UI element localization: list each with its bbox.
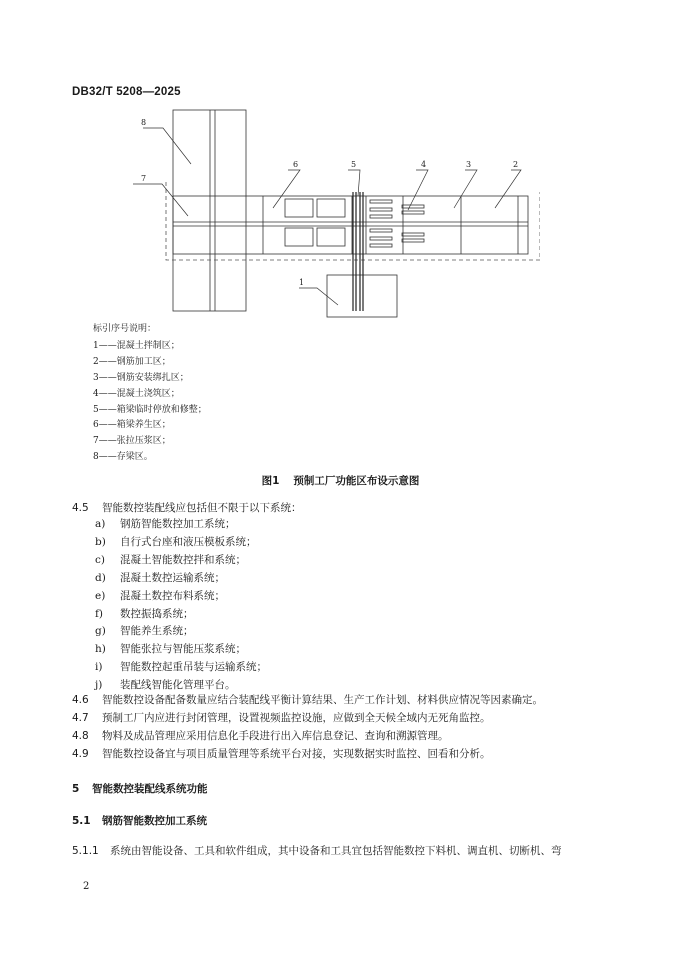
legend-item: 3——钢筋安装绑扎区； — [93, 372, 189, 383]
legend-item: 7——张拉压浆区； — [93, 436, 171, 447]
section-5-1-heading: 5.1 钢筋智能数控加工系统 — [72, 815, 207, 827]
callout-6: 6 — [293, 160, 299, 169]
clause-4-5 — [72, 500, 302, 515]
list-item: h) 智能张拉与智能压浆系统； — [95, 643, 246, 656]
production-line — [173, 196, 528, 254]
clause-5-1-1: 5.1.1 系统由智能设备、工具和软件组成，其中设备和工具宜包括智能数控下料机、调直机、切断机、弯 — [72, 845, 562, 857]
factory-layout-diagram — [120, 104, 540, 318]
legend-item: 4——混凝土浇筑区； — [93, 388, 180, 399]
section-5-heading: 5 智能数控装配线系统功能 — [72, 783, 208, 795]
mixing-zone — [327, 275, 397, 317]
caption-number: 图1 — [261, 475, 280, 487]
caption-text: 预制工厂功能区布设示意图 — [293, 475, 420, 487]
clause-4-6: 4.6 智能数控设备配备数量应结合装配线平衡计算结果、生产工作计划、材料供应情况等因素确定。 — [72, 694, 543, 706]
list-item: c) 混凝土智能数控拌和系统； — [95, 553, 246, 566]
standard-code: DB32/T 5208—2025 — [72, 86, 181, 98]
callout-4: 4 — [421, 160, 427, 169]
list-item: e) 混凝土数控布料系统； — [95, 589, 225, 602]
callout-2: 2 — [513, 160, 519, 169]
list-item: f) 数控振捣系统； — [95, 607, 194, 620]
legend-item: 5——箱梁临时停放和修整； — [93, 404, 207, 415]
systems-list — [95, 516, 267, 695]
legend-item: 8——存梁区。 — [93, 452, 153, 463]
clause-4-9: 4.9 智能数控设备宜与项目质量管理等系统平台对接，实现数据实时监控、回看和分析。 — [72, 748, 491, 760]
clause-4-7: 4.7 预制工厂内应进行封闭管理，设置视频监控设施，应做到全天候全域内无死角监控。 — [72, 712, 491, 724]
list-item: b) 自行式台座和液压模板系统； — [95, 535, 257, 548]
callout-3: 3 — [466, 160, 472, 169]
clause-4-8: 4.8 物料及成品管理应采用信息化手段进行出入库信息登记、查询和溯源管理。 — [72, 730, 449, 742]
legend-title: 标引序号说明： — [93, 324, 157, 334]
callout-7: 7 — [141, 174, 147, 183]
page-number: 2 — [83, 881, 90, 892]
list-item: i) 智能数控起重吊装与运输系统； — [95, 661, 267, 674]
list-item: d) 混凝土数控运输系统； — [95, 571, 225, 584]
figure-legend — [93, 322, 207, 466]
callout-5: 5 — [351, 160, 357, 169]
list-item: g) 智能养生系统； — [95, 625, 194, 638]
legend-item: 1——混凝土拌制区； — [93, 340, 180, 351]
callout-8: 8 — [141, 118, 147, 127]
callout-1: 1 — [299, 278, 305, 287]
clause-text: 智能数控装配线应包括但不限于以下系统： — [102, 502, 302, 514]
figure-caption — [0, 473, 681, 488]
list-item: a) 钢筋智能数控加工系统； — [95, 518, 236, 530]
legend-item: 6——箱梁养生区； — [93, 420, 171, 431]
clause-number: 4.5 — [72, 502, 89, 514]
list-item: j) 装配线智能化管理平台。 — [95, 679, 236, 692]
legend-item: 2——钢筋加工区； — [93, 356, 171, 367]
